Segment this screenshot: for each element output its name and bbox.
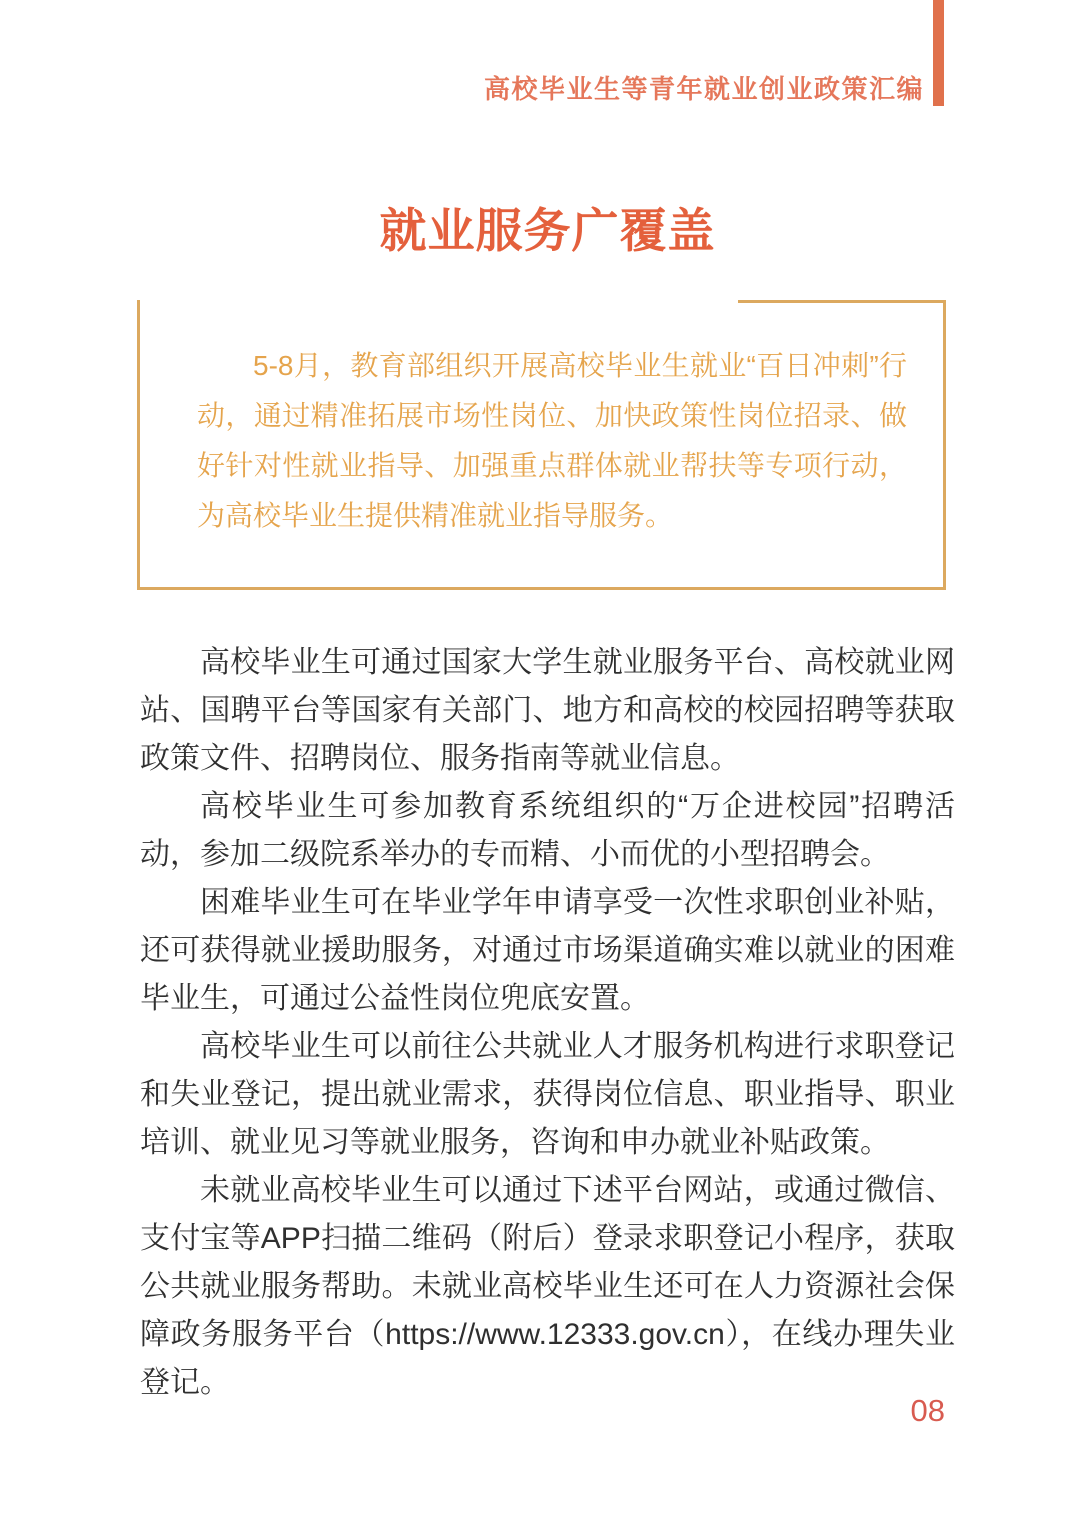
highlight-box-text: 5-8月，教育部组织开展高校毕业生就业“百日冲刺”行动，通过精准拓展市场性岗位、加快政策性岗位招录、做好针对性就业指导、加强重点群体就业帮扶等专项行动，为高校毕业生提供精准就业指导服务。	[197, 350, 907, 531]
header-title: 高校毕业生等青年就业创业政策汇编	[483, 74, 924, 104]
header-accent-bar	[933, 0, 944, 106]
highlight-box	[137, 300, 946, 590]
paragraph-3: 困难毕业生可在毕业学年申请享受一次性求职创业补贴，还可获得就业援助服务，对通过市场渠道确实难以就业的困难毕业生，可通过公益性岗位兜底安置。	[140, 886, 955, 1015]
page-number: 08	[910, 1393, 945, 1428]
page-title: 就业服务广覆盖	[379, 204, 716, 257]
paragraph-1: 高校毕业生可通过国家大学生就业服务平台、高校就业网站、国聘平台等国家有关部门、地方和高校的校园招聘等获取政策文件、招聘岗位、服务指南等就业信息。	[140, 646, 955, 775]
page-header	[0, 0, 1080, 106]
page-footer	[140, 1391, 955, 1431]
page-content	[140, 106, 955, 1407]
paragraph-4: 高校毕业生可以前往公共就业人才服务机构进行求职登记和失业登记，提出就业需求，获得岗位信息、职业指导、职业培训、就业见习等就业服务，咨询和申办就业补贴政策。	[140, 1030, 955, 1159]
paragraph-5: 未就业高校毕业生可以通过下述平台网站，或通过微信、支付宝等APP扫描二维码（附后）登录求职登记小程序，获取公共就业服务帮助。未就业高校毕业生还可在人力资源社会保障政务服务平台（https://www.12333.gov.cn），在线办理失业登记。	[140, 1174, 955, 1399]
body-paragraphs	[140, 639, 955, 1407]
paragraph-2: 高校毕业生可参加教育系统组织的“万企进校园”招聘活动，参加二级院系举办的专而精、小而优的小型招聘会。	[140, 790, 955, 871]
highlight-box-top-rule	[738, 300, 946, 303]
